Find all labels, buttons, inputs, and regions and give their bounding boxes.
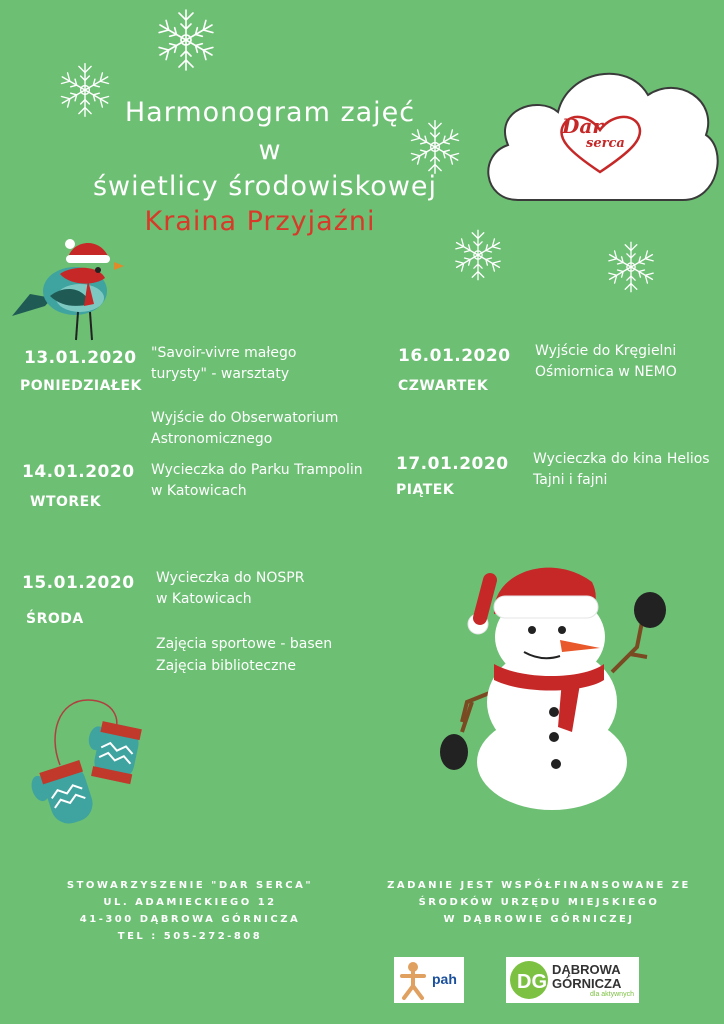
activity-friday-b: Tajni i fajni bbox=[533, 472, 608, 488]
snowflake-icon bbox=[146, 0, 226, 80]
page-title-line2: w bbox=[258, 135, 282, 166]
dg-logo-line1: DĄBROWA bbox=[552, 962, 621, 977]
footer-funding-line1: ZADANIE JEST WSPÓŁFINANSOWANE ZE bbox=[387, 880, 691, 891]
day-tuesday: WTOREK bbox=[30, 494, 102, 510]
dg-logo-line2: GÓRNICZA bbox=[552, 976, 622, 991]
day-wednesday: ŚRODA bbox=[26, 611, 84, 627]
activity-monday-2a: Wyjście do Obserwatorium bbox=[151, 410, 339, 426]
activity-monday-1a: "Savoir-vivre małego bbox=[151, 345, 297, 361]
day-friday: PIĄTEK bbox=[396, 482, 455, 498]
activity-wednesday-2b: Zajęcia biblioteczne bbox=[156, 658, 296, 674]
footer-funding-line3: W DĄBROWIE GÓRNICZEJ bbox=[443, 914, 635, 925]
date-thursday: 16.01.2020 bbox=[398, 346, 511, 366]
activity-thursday-a: Wyjście do Kręgielni bbox=[535, 343, 677, 359]
footer-funding bbox=[384, 877, 694, 928]
activity-thursday-b: Ośmiornica w NEMO bbox=[535, 364, 677, 380]
bird-illustration bbox=[10, 236, 125, 346]
activity-tuesday-a: Wycieczka do Parku Trampolin bbox=[151, 462, 363, 478]
dg-logo-tagline: dla aktywnych bbox=[590, 991, 634, 998]
day-monday: PONIEDZIAŁEK bbox=[20, 378, 142, 394]
activity-wednesday-1b: w Katowicach bbox=[156, 591, 252, 607]
svg-text:DG: DG bbox=[517, 971, 547, 993]
page-title: Harmonogram zajęć bbox=[124, 97, 416, 128]
page-title-line3: świetlicy środowiskowej bbox=[92, 171, 438, 202]
activity-monday-1b: turysty" - warsztaty bbox=[151, 366, 290, 382]
dabrowa-gornicza-logo bbox=[506, 957, 639, 1003]
snowflake-icon bbox=[598, 234, 664, 300]
date-monday: 13.01.2020 bbox=[24, 348, 137, 368]
activity-friday-a: Wycieczka do kina Helios bbox=[533, 451, 710, 467]
logo-subtext: serca bbox=[586, 136, 625, 151]
activity-tuesday-b: w Katowicach bbox=[151, 483, 247, 499]
page-subtitle: Kraina Przyjaźni bbox=[144, 206, 376, 237]
day-thursday: CZWARTEK bbox=[398, 378, 489, 394]
pah-logo bbox=[394, 957, 464, 1003]
footer-street: UL. ADAMIECKIEGO 12 bbox=[103, 897, 277, 908]
footer-org-name: STOWARZYSZENIE "DAR SERCA" bbox=[66, 880, 314, 891]
activity-monday-2b: Astronomicznego bbox=[151, 431, 273, 447]
logo-text: Dar bbox=[562, 114, 603, 138]
footer-city: 41-300 DĄBROWA GÓRNICZA bbox=[79, 914, 301, 925]
date-tuesday: 14.01.2020 bbox=[22, 462, 135, 482]
footer-address bbox=[40, 877, 340, 945]
snowman-illustration bbox=[432, 552, 682, 812]
footer-funding-line2: ŚRODKÓW URZĘDU MIEJSKIEGO bbox=[418, 897, 660, 908]
footer-phone: TEL : 505-272-808 bbox=[117, 931, 263, 942]
dar-serca-logo bbox=[550, 110, 650, 180]
snowflake-icon bbox=[445, 222, 511, 288]
activity-wednesday-2a: Zajęcia sportowe - basen bbox=[156, 636, 333, 652]
activity-wednesday-1a: Wycieczka do NOSPR bbox=[156, 570, 305, 586]
date-wednesday: 15.01.2020 bbox=[22, 573, 135, 593]
date-friday: 17.01.2020 bbox=[396, 454, 509, 474]
mittens-illustration bbox=[28, 695, 148, 825]
pah-logo-text: pah bbox=[432, 971, 457, 987]
